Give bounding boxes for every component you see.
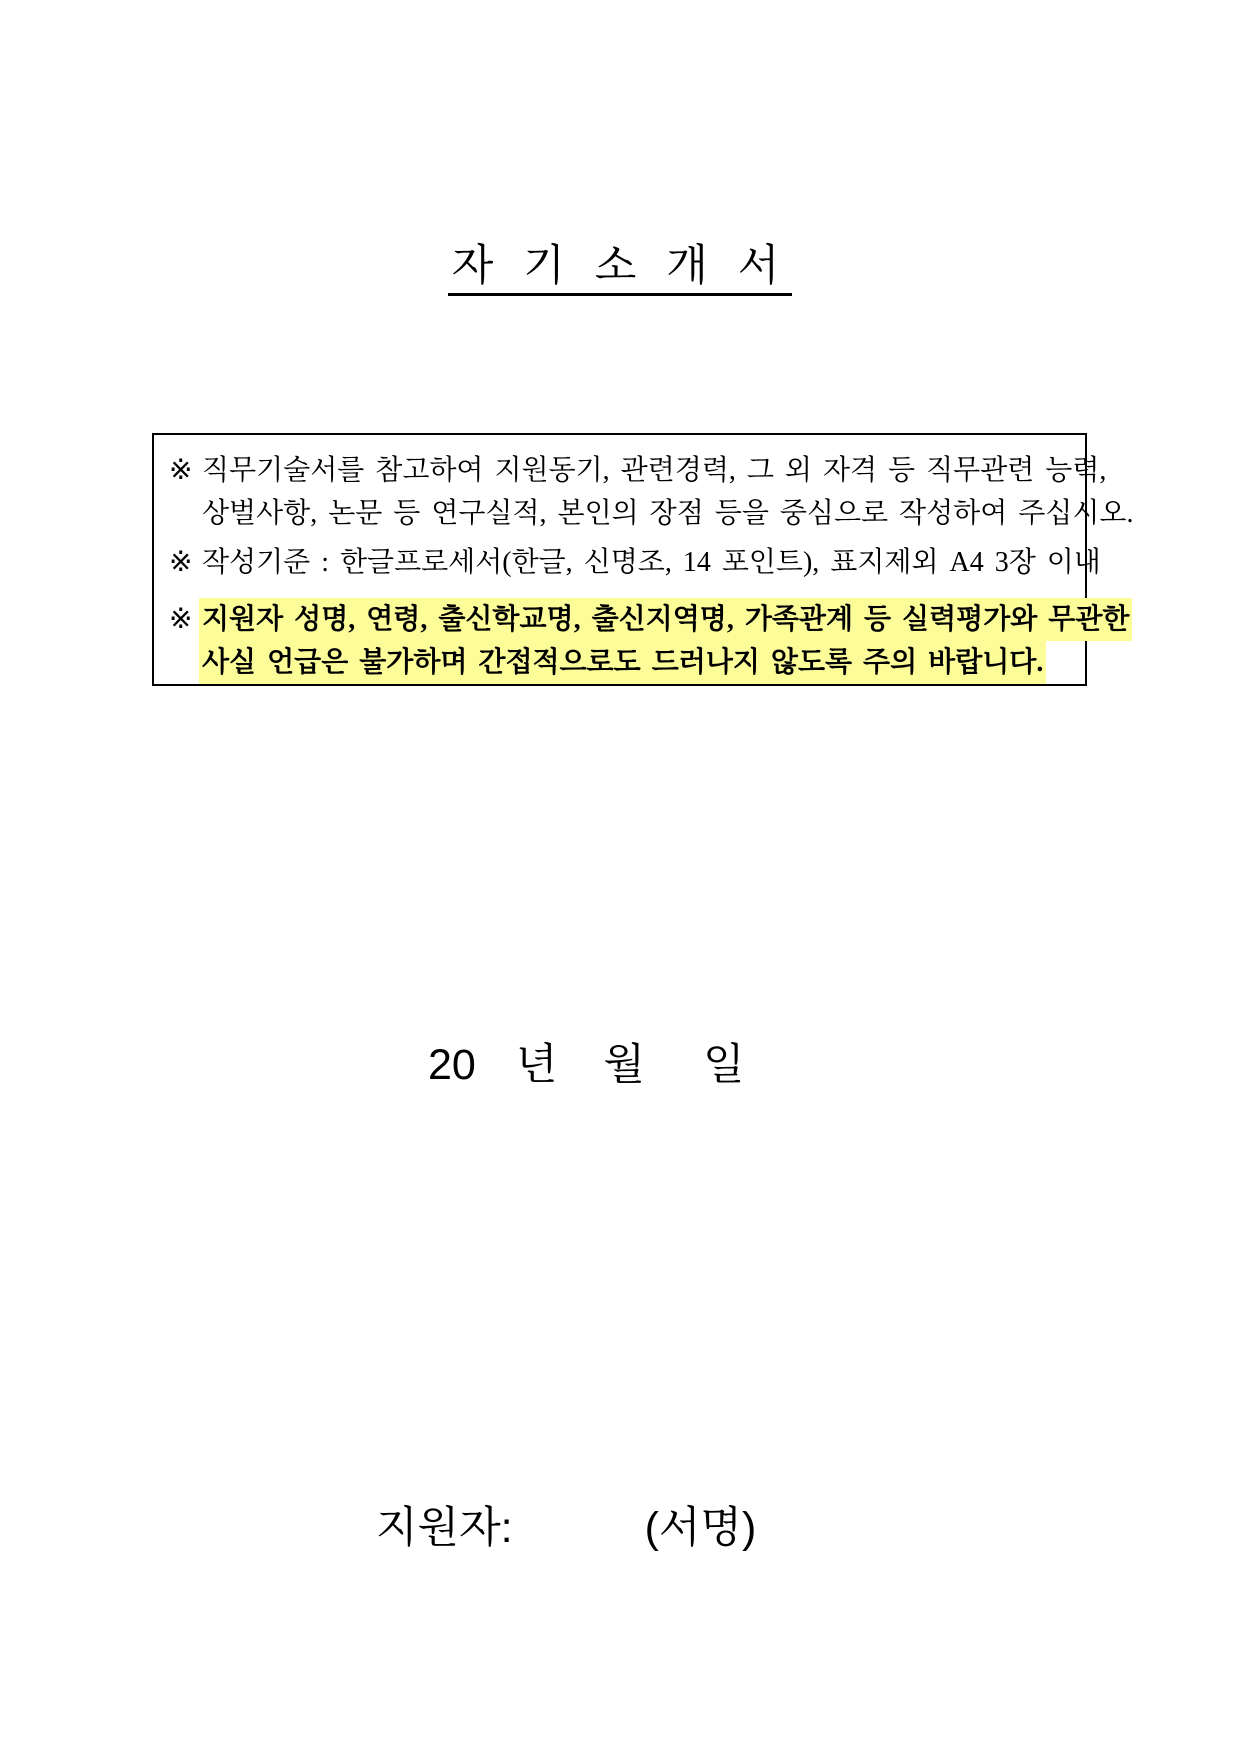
date-day-label: 일 bbox=[702, 1041, 745, 1089]
notice-box bbox=[152, 433, 1134, 686]
notice-item-guidelines bbox=[169, 449, 1134, 535]
date-month-label: 월 bbox=[603, 1041, 645, 1089]
notice-line-highlighted: 사실 언급은 불가하며 간접적으로도 드러나지 않도록 주의 바랍니다. bbox=[199, 641, 1046, 684]
applicant-label: 지원자: bbox=[376, 1504, 513, 1552]
notice-line: 작성기준 : 한글프로세서(한글, 신명조, 14 포인트), 표지제외 A4 3장 이내 bbox=[202, 547, 1101, 578]
notice-line: 상벌사항, 논문 등 연구실적, 본인의 장점 등을 중심으로 작성하여 주십시오. bbox=[202, 498, 1134, 529]
notice-line-highlighted: 지원자 성명, 연령, 출신학교명, 출신지역명, 가족관계 등 실력평가와 무관한 bbox=[199, 598, 1132, 641]
reference-mark-icon: ※ bbox=[169, 547, 193, 578]
document-title-text: 자 기 소 개 서 bbox=[448, 243, 792, 296]
signature-line bbox=[376, 1502, 756, 1554]
reference-mark-icon: ※ bbox=[169, 604, 193, 635]
notice-line: 직무기술서를 참고하여 지원동기, 관련경력, 그 외 자격 등 직무관련 능력, bbox=[202, 455, 1107, 486]
date-century: 20 bbox=[428, 1041, 476, 1089]
notice-item-restriction bbox=[169, 598, 1130, 684]
notice-item-format bbox=[169, 541, 1101, 584]
document-title bbox=[0, 243, 1240, 296]
date-line bbox=[428, 1040, 744, 1090]
date-year-label: 년 bbox=[515, 1041, 558, 1089]
reference-mark-icon: ※ bbox=[169, 455, 193, 486]
signature-label: (서명) bbox=[644, 1504, 757, 1552]
